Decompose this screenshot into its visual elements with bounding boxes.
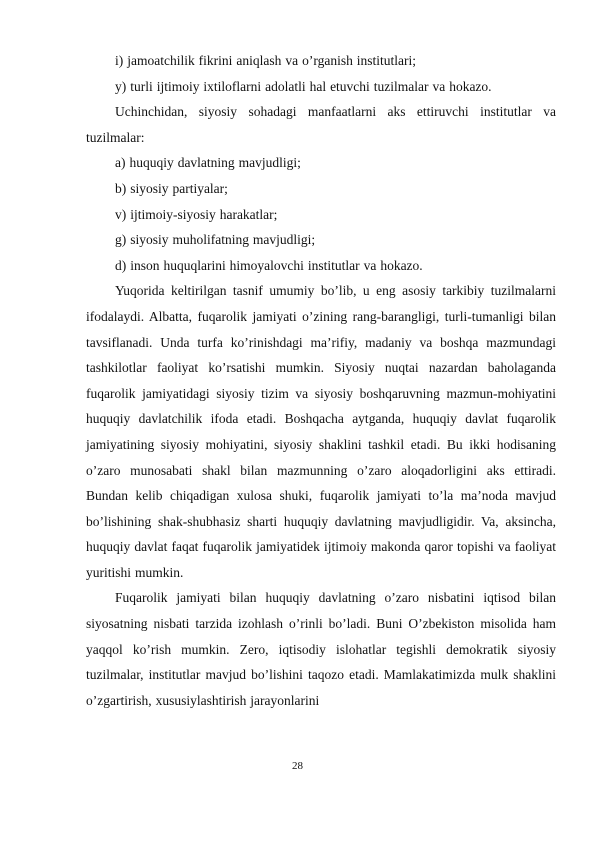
list-item-y: y) turli ijtimoiy ixtiloflarni adolatli hal etuvchi tuzilmalar va hokazo. [115,78,492,94]
page-number: 28 [292,760,303,772]
list-item-i: i) jamoatchilik fikrini aniqlash va o’rganish institutlari; [115,53,417,68]
paragraph-third-group-intro: Uchinchidan, siyosiy sohadagi manfaatlarni aks ettiruvchi institutlar va tuzilmalar: [86,104,556,145]
paragraph-economy-politics: Fuqarolik jamiyati bilan huquqiy davlatning o’zaro nisbatini iqtisod bilan siyosatning nisbati tarzida izohlash o’rinli bo’ladi. Buni O’zbekiston misolida ham yaqqol ko’rish mumkin. Zero, iqtisodiy islohatlar tegishli demokratik siyosiy tuzilmalar, institutlar mavjud bo’lishini taqozo etadi. Mamlakatimizda mulk shaklini o’zgartirish, xususiylashtirish jarayonlarini [86,590,556,708]
list-item-a: a) huquqiy davlatning mavjudligi; [115,155,301,171]
paragraph-classification: Yuqorida keltirilgan tasnif umumiy bo’lib, u eng asosiy tarkibiy tuzilmalarni ifodalaydi. Albatta, fuqarolik jamiyati o’zining rang-barangligi, turli-tumanligi bilan tavsiflanadi. Unda turfa ko’rinishdagi ma’rifiy, madaniy va boshqa mazmundagi tashkilotlar faoliyat ko’rsatishi mumkin. Siyosiy nuqtai nazardan baholaganda fuqarolik jamiyatidagi siyosiy tizim va siyosiy boshqaruvning mazmun-mohiyatini huquqiy davlatchilik ifoda etadi. Boshqacha aytganda, huquqiy davlat fuqarolik jamiyatining siyosiy mohiyatini, siyosiy shaklini tashkil etadi. Bu ikki hodisaning o’zaro munosabati shakl bilan mazmunning o’zaro aloqadorligini aks ettiradi. Bundan kelib chiqadigan xulosa shuki, fuqarolik jamiyati to’la ma’noda mavjud bo’lishining shak-shubhasiz sharti huquqiy davlatning mavjudligidir. Va, aksincha, huquqiy davlat faqat fuqarolik jamiyatidek ijtimoiy makonda qaror topishi va faoliyat yuritishi mumkin. [86,283,556,580]
list-item-b: b) siyosiy partiyalar; [115,180,228,196]
list-item-g: g) siyosiy muholifatning mavjudligi; [115,232,316,248]
document-body [86,48,556,713]
list-item-d: d) inson huquqlarini himoyalovchi institutlar va hokazo. [115,257,423,273]
list-item-v: v) ijtimoiy-siyosiy harakatlar; [115,206,278,222]
